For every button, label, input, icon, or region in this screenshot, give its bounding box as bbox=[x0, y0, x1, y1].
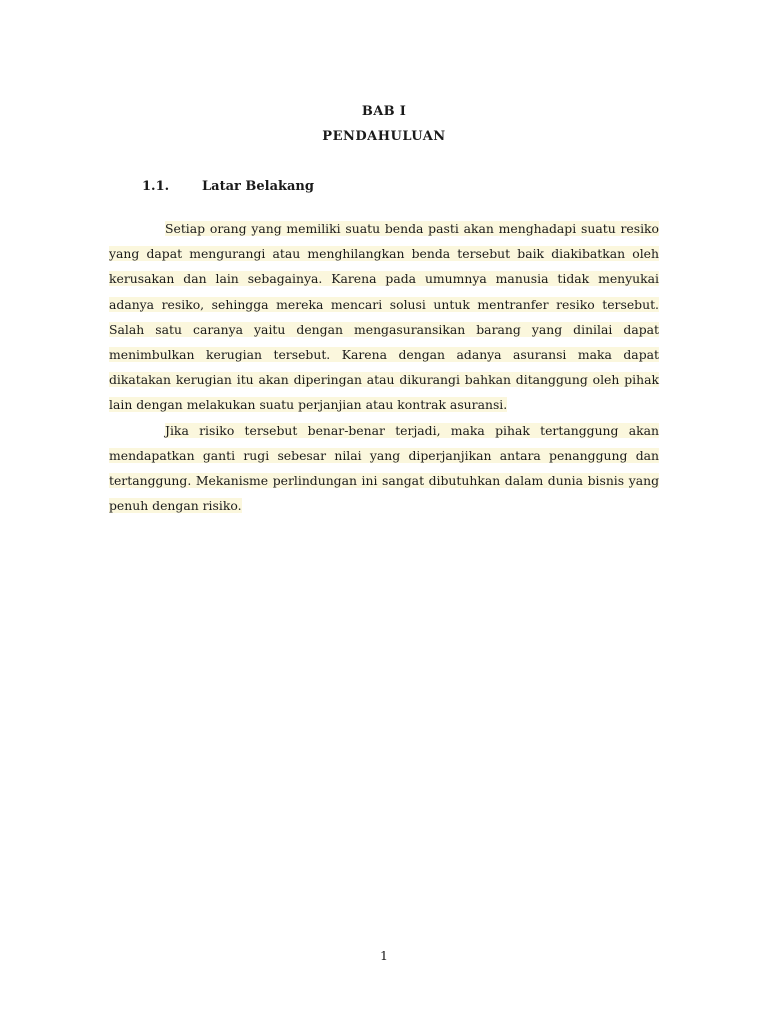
paragraph-1 bbox=[109, 216, 659, 418]
chapter-label: BAB I bbox=[361, 104, 407, 119]
section-number: 1.1. bbox=[142, 179, 170, 194]
chapter-title: PENDAHULUAN bbox=[322, 129, 446, 144]
page-number: 1 bbox=[380, 948, 388, 963]
body-text bbox=[109, 216, 659, 518]
paragraph-2-text: Jika risiko tersebut benar-benar terjadi, maka pihak tertanggung akan mendapatkan ganti rugi sebesar nilai yang diperjanjikan antara penanggung dan tertanggung. Mekanisme perlindungan ini sangat dibutuhkan dalam dunia bisnis yang penuh dengan risiko. bbox=[109, 422, 659, 514]
paragraph-1-text: Setiap orang yang memiliki suatu benda pasti akan menghadapi suatu resiko yang dapat mengurangi atau menghilangkan benda tersebut baik diakibatkan oleh kerusakan dan lain sebagainya. Karena pada umumnya manusia tidak menyukai adanya resiko, sehingga mereka mencari solusi untuk mentranfer resiko tersebut. Salah satu caranya yaitu dengan mengasuransikan barang yang dinilai dapat menimbulkan kerugian tersebut. Karena dengan adanya asuransi maka dapat dikatakan kerugian itu akan diperingan atau dikurangi bahkan ditanggung oleh pihak lain dengan melakukan suatu perjanjian atau kontrak asuransi. bbox=[109, 221, 659, 413]
paragraph-2 bbox=[109, 418, 659, 519]
section-heading bbox=[142, 179, 314, 194]
section-title: Latar Belakang bbox=[202, 179, 314, 194]
